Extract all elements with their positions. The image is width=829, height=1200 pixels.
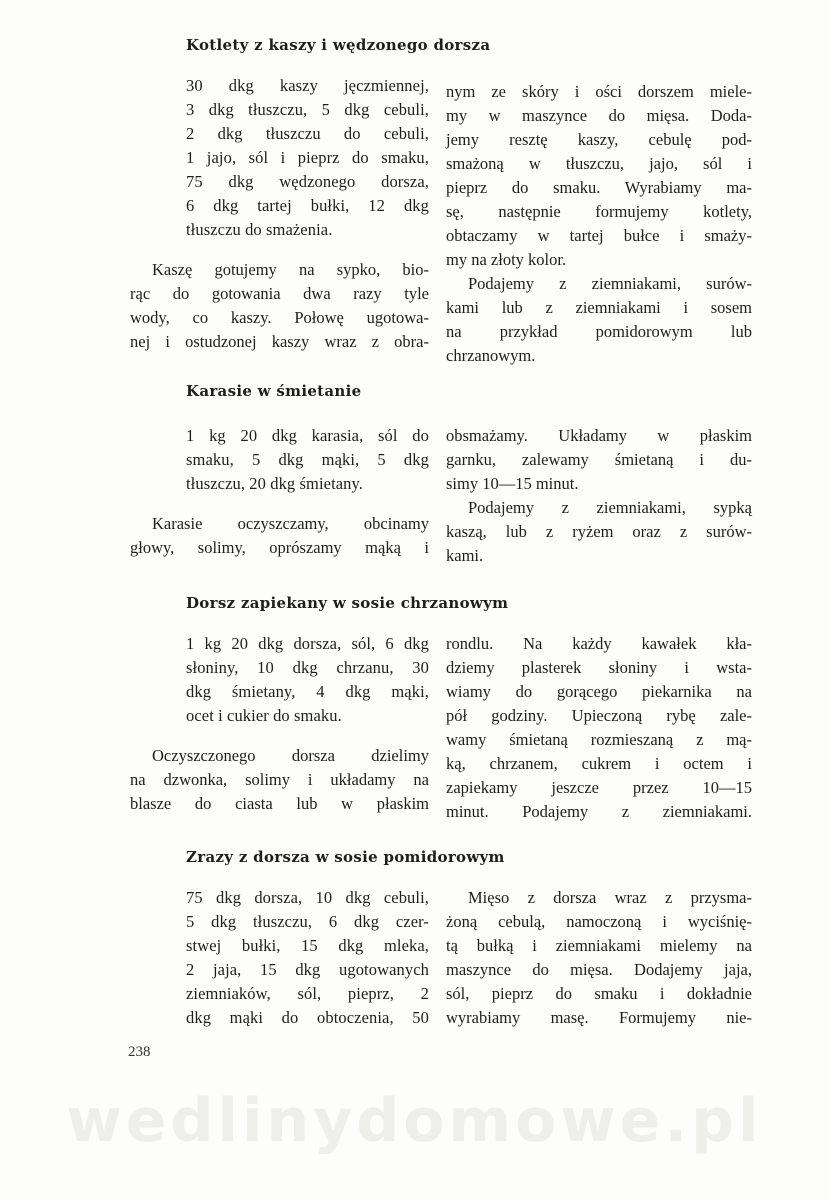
text-line: my na złoty kolor. bbox=[446, 250, 567, 269]
recipe-method-left bbox=[130, 512, 429, 560]
text-line: ką, chrzanem, cukrem i octem i bbox=[446, 754, 752, 773]
text-line: Podajemy z ziemniakami, surów- bbox=[468, 274, 752, 293]
recipe-left-column bbox=[186, 886, 429, 1030]
text-line: żoną cebulą, namoczoną i wyciśnię- bbox=[446, 912, 752, 931]
text-line: obsmażamy. Układamy w płaskim bbox=[446, 426, 752, 445]
text-line: sę, następnie formujemy kotlety, bbox=[446, 202, 752, 221]
text-line: Oczyszczonego dorsza dzielimy bbox=[152, 746, 429, 765]
text-line: 2 jaja, 15 dkg ugotowanych bbox=[186, 960, 429, 979]
page-number: 238 bbox=[128, 1044, 151, 1060]
text-line: 1 kg 20 dkg dorsza, sól, 6 dkg bbox=[186, 634, 429, 653]
text-line: 2 dkg tłuszczu do cebuli, bbox=[186, 124, 429, 143]
text-line: rondlu. Na każdy kawałek kła- bbox=[446, 634, 752, 653]
text-line: pieprz do smaku. Wyrabiamy ma- bbox=[446, 178, 752, 197]
recipe-title: Karasie w śmietanie bbox=[186, 382, 362, 400]
text-line: ocet i cukier do smaku. bbox=[186, 706, 342, 725]
text-line: Mięso z dorsza wraz z przysma- bbox=[468, 888, 752, 907]
watermark: wedlinydomowe.pl bbox=[66, 1086, 763, 1156]
text-line: minut. Podajemy z ziemniakami. bbox=[446, 802, 752, 821]
text-line: wamy śmietaną rozmieszaną z mą- bbox=[446, 730, 752, 749]
text-line: garnku, zalewamy śmietaną i du- bbox=[446, 450, 752, 469]
text-line: 30 dkg kaszy jęczmiennej, bbox=[186, 76, 429, 95]
text-line: dkg mąki do obtoczenia, 50 bbox=[186, 1008, 429, 1027]
text-line: rąc do gotowania dwa razy tyle bbox=[130, 284, 429, 303]
text-line: tą bułką i ziemniakami mielemy na bbox=[446, 936, 752, 955]
text-line: stwej bułki, 15 dkg mleka, bbox=[186, 936, 429, 955]
text-line: maszynce do mięsa. Dodajemy jaja, bbox=[446, 960, 752, 979]
text-line: dziemy plasterek słoniny i wsta- bbox=[446, 658, 752, 677]
text-line: smaku, 5 dkg mąki, 5 dkg bbox=[186, 450, 429, 469]
text-line: słoniny, 10 dkg chrzanu, 30 bbox=[186, 658, 429, 677]
text-line: nej i ostudzonej kaszy wraz z obra- bbox=[130, 332, 429, 351]
recipe-left-column bbox=[186, 424, 429, 496]
text-line: sól, pieprz do smaku i dokładnie bbox=[446, 984, 752, 1003]
text-line: my w maszynce do mięsa. Doda- bbox=[446, 106, 752, 125]
text-line: smażoną w tłuszczu, jajo, sól i bbox=[446, 154, 752, 173]
text-line: kami. bbox=[446, 546, 484, 565]
text-line: dkg śmietany, 4 dkg mąki, bbox=[186, 682, 429, 701]
recipe-left-column bbox=[186, 632, 429, 728]
text-line: głowy, solimy, oprószamy mąką i bbox=[130, 538, 429, 557]
recipe-title: Zrazy z dorsza w sosie pomidorowym bbox=[186, 848, 505, 866]
text-line: wody, co kaszy. Połowę ugotowa- bbox=[130, 308, 429, 327]
text-line: zapiekamy jeszcze przez 10—15 bbox=[446, 778, 752, 797]
text-line: Podajemy z ziemniakami, sypką bbox=[468, 498, 752, 517]
text-line: 5 dkg tłuszczu, 6 dkg czer- bbox=[186, 912, 429, 931]
recipe-right-column bbox=[446, 424, 752, 568]
text-line: wyrabiamy masę. Formujemy nie- bbox=[446, 1008, 752, 1027]
recipe-right-column bbox=[446, 886, 752, 1030]
text-line: 75 dkg dorsza, 10 dkg cebuli, bbox=[186, 888, 429, 907]
text-line: 6 dkg tartej bułki, 12 dkg bbox=[186, 196, 429, 215]
text-line: jemy resztę kaszy, cebulę pod- bbox=[446, 130, 752, 149]
text-line: wiamy do gorącego piekarnika na bbox=[446, 682, 752, 701]
recipe-title: Kotlety z kaszy i wędzonego dorsza bbox=[186, 36, 491, 54]
text-line: obtaczamy w tartej bułce i smaży- bbox=[446, 226, 752, 245]
recipe-method-left bbox=[130, 744, 429, 816]
text-line: 75 dkg wędzonego dorsza, bbox=[186, 172, 429, 191]
text-line: simy 10—15 minut. bbox=[446, 474, 579, 493]
text-line: na przykład pomidorowym lub bbox=[446, 322, 752, 341]
text-line: pół godziny. Upieczoną rybę zale- bbox=[446, 706, 752, 725]
text-line: kaszą, lub z ryżem oraz z surów- bbox=[446, 522, 752, 541]
text-line: kami lub z ziemniakami i sosem bbox=[446, 298, 752, 317]
text-line: blasze do ciasta lub w płaskim bbox=[130, 794, 429, 813]
text-line: 1 jajo, sól i pieprz do smaku, bbox=[186, 148, 429, 167]
text-line: ziemniaków, sól, pieprz, 2 bbox=[186, 984, 429, 1003]
text-line: chrzanowym. bbox=[446, 346, 536, 365]
text-line: na dzwonka, solimy i układamy na bbox=[130, 770, 429, 789]
text-line: Karasie oczyszczamy, obcinamy bbox=[152, 514, 429, 533]
recipe-title: Dorsz zapiekany w sosie chrzanowym bbox=[186, 594, 509, 612]
recipe-right-column bbox=[446, 80, 752, 368]
text-line: 3 dkg tłuszczu, 5 dkg cebuli, bbox=[186, 100, 429, 119]
recipe-right-column bbox=[446, 632, 752, 824]
text-line: nym ze skóry i ości dorszem miele- bbox=[446, 82, 752, 101]
text-line: Kaszę gotujemy na sypko, bio- bbox=[152, 260, 429, 279]
text-line: tłuszczu, 20 dkg śmietany. bbox=[186, 474, 364, 493]
text-line: tłuszczu do smażenia. bbox=[186, 220, 333, 239]
recipe-left-column bbox=[186, 74, 429, 242]
recipe-method-left bbox=[130, 258, 429, 354]
text-line: 1 kg 20 dkg karasia, sól do bbox=[186, 426, 429, 445]
